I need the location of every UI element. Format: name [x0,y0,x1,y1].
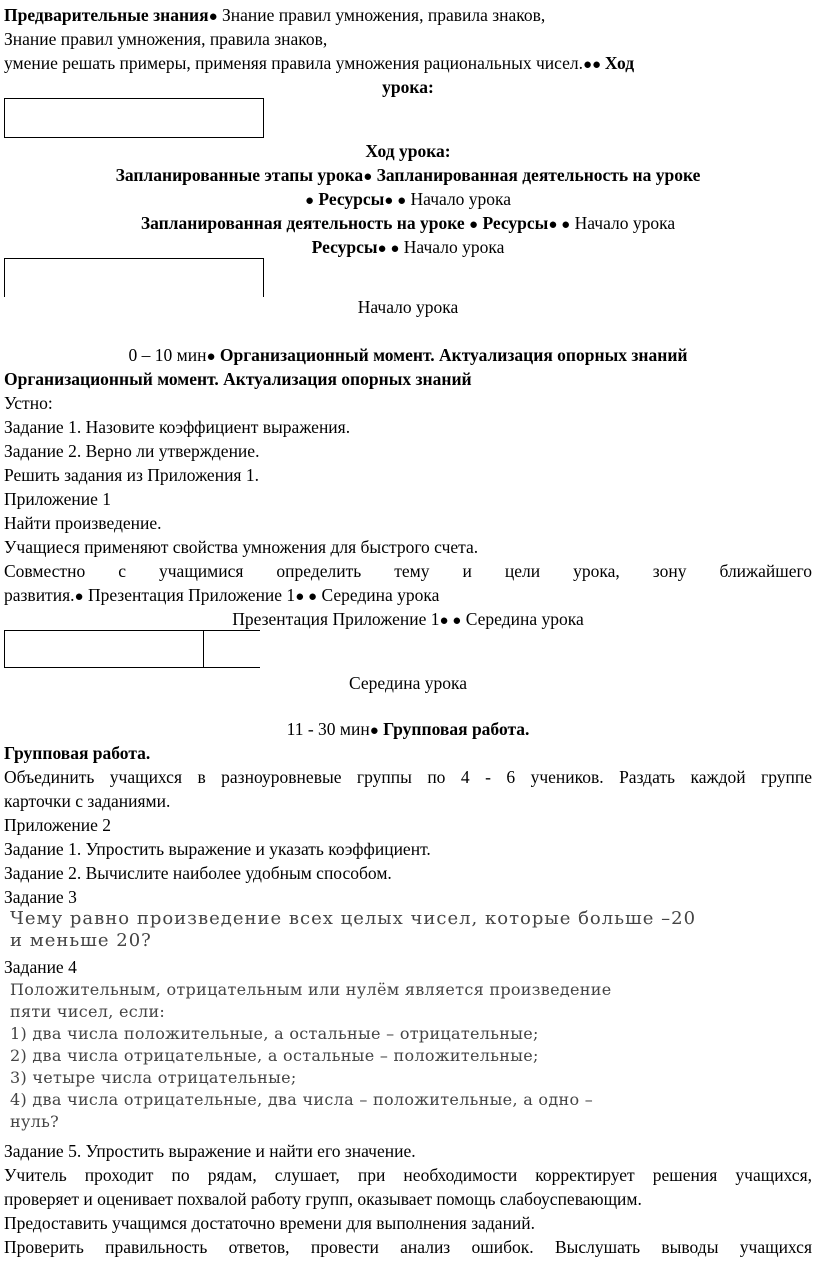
empty-table-cell [4,258,264,297]
course-row-4: Ресурсы● ● Начало урока [311,237,505,257]
task4-image-line: 4) два числа отрицательные, два числа – положительные, а одно – [10,1090,594,1109]
start-line: Устно: [4,393,53,413]
start-line: Задание 2. Верно ли утверждение. [4,441,260,461]
task4-image-line: 3) четыре числа отрицательные; [10,1068,297,1087]
middle-last-justified: Проверить правильность ответов, провести анализ ошибок. Выслушать выводы учащихся [4,1237,812,1257]
middle-tail-justified: Учитель проходит по рядам, слушает, при необходимости корректирует решения учащихся, [4,1165,812,1185]
empty-table-cell [4,98,264,138]
prior-line-1: Предварительные знания● Знание правил умножения, правила знаков, [4,5,546,25]
middle-heading: Групповая работа. [4,743,151,763]
task4-image-line: 2) два числа отрицательные, а остальные – положительные; [10,1046,539,1065]
start-line: Решить задания из Приложения 1. [4,465,259,485]
middle-tail-line: проверяет и оценивает похвалой работу групп, оказывает помощь слабоуспевающим. [4,1189,642,1209]
middle-label: Середина урока [349,673,467,693]
middle-line: карточки с заданиями. [4,791,171,811]
start-line: Учащиеся применяют свойства умножения для быстрого счета. [4,537,479,557]
start-line: Приложение 1 [4,489,112,509]
prior-line-3: умение решать примеры, применяя правила умножения рациональных чисел.●● Ход [4,53,635,73]
middle-line: Задание 3 [4,887,77,907]
middle-line: Приложение 2 [4,815,112,835]
start-justified-line: Совместно с учащимися определить тему и цели урока, зону ближайшего [4,561,812,581]
course-row-1: Запланированные этапы урока● Запланированная деятельность на уроке [115,165,701,185]
start-line: Найти произведение. [4,513,162,533]
middle-line: Задание 2. Вычислите наиболее удобным способом. [4,863,392,883]
empty-table-cell [202,630,260,668]
middle-justified-line: Объединить учащихся в разноуровневые группы по 4 - 6 учеников. Раздать каждой группе [4,767,812,787]
course-title: Ход урока: [365,141,451,161]
start-time: 0 – 10 мин● Организационный момент. Актуализация опорных знаний [128,345,688,365]
task3-image-line: Чему равно произведение всех целых чисел, которые больше –20 [10,908,697,929]
task4-image-line: 1) два числа положительные, а остальные – отрицательные; [10,1024,539,1043]
middle-tail-line: Предоставить учащимся достаточно времени для выполнения заданий. [4,1213,536,1233]
prior-line-4: урока: [382,77,434,97]
start-dev-line: развития.● Презентация Приложение 1● ● Середина урока [4,585,440,605]
task3-image-line: и меньше 20? [10,930,152,951]
middle-tail-line: Задание 5. Упростить выражение и найти его значение. [4,1141,416,1161]
empty-table-cell [4,630,204,668]
middle-line: Задание 1. Упростить выражение и указать коэффициент. [4,839,431,859]
start-line: Задание 1. Назовите коэффициент выражения. [4,417,351,437]
task4-label: Задание 4 [4,957,77,977]
course-row-2: ● Ресурсы● ● Начало урока [304,189,512,209]
task4-image-line: Положительным, отрицательным или нулём является произведение [10,980,612,999]
start-heading: Организационный момент. Актуализация опорных знаний [4,369,472,389]
start-label: Начало урока [357,297,459,317]
middle-time: 11 - 30 мин● Групповая работа. [286,719,530,739]
course-row-3: Запланированная деятельность на уроке ● Ресурсы● ● Начало урока [140,213,676,233]
task4-image-line: нуль? [10,1112,60,1131]
prior-line-2: Знание правил умножения, правила знаков, [4,29,328,49]
task4-image-line: пяти чисел, если: [10,1002,166,1021]
start-pres-line: Презентация Приложение 1● ● Середина урока [232,609,584,629]
